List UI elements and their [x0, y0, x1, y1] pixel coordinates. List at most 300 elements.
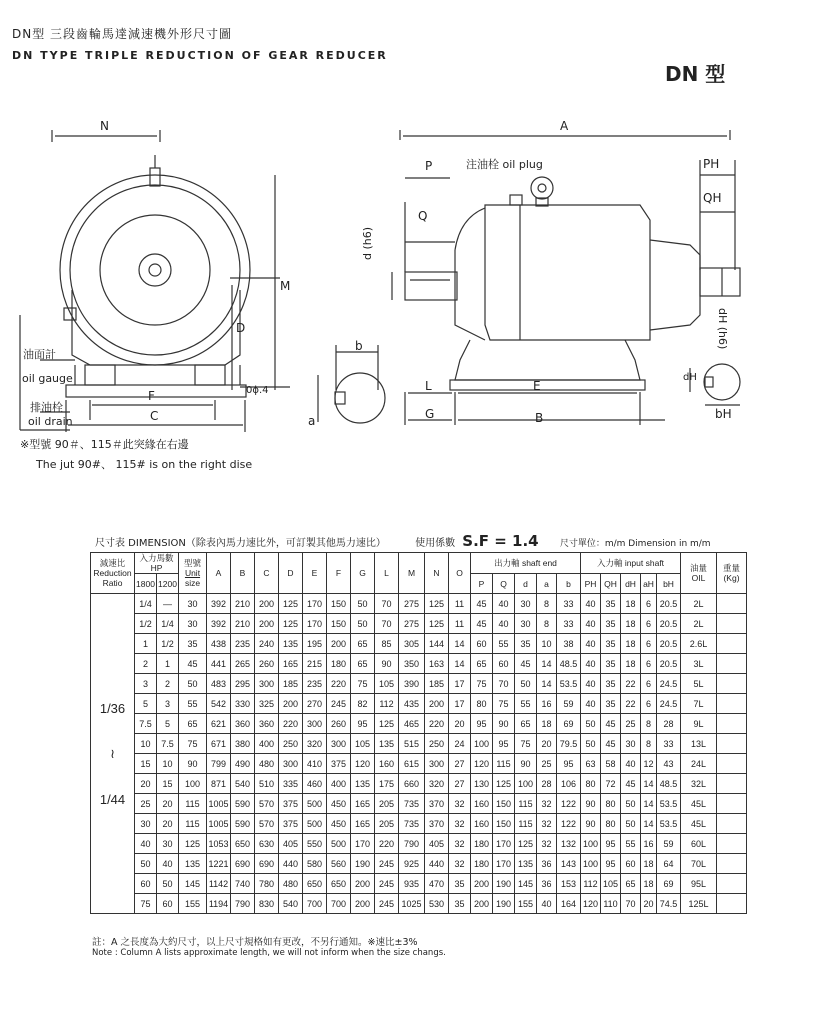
table-cell: 40: [581, 614, 601, 634]
table-cell: 155: [179, 894, 207, 914]
table-cell: 400: [327, 774, 351, 794]
ratio-cell: [91, 594, 135, 914]
header-col: D: [279, 553, 303, 594]
table-cell: 671: [207, 734, 231, 754]
dim-bH: bH: [715, 407, 732, 421]
table-cell: 144: [425, 634, 449, 654]
table-cell: 7.5: [157, 734, 179, 754]
table-cell: 112: [375, 694, 399, 714]
table-cell: 24.5: [657, 674, 681, 694]
table-cell: 24: [449, 734, 471, 754]
table-cell: 150: [493, 814, 515, 834]
table-cell: 180: [327, 654, 351, 674]
jut-note-zh: ※型號 90＃、115＃此突緣在右邊: [20, 438, 189, 451]
table-cell: 410: [303, 754, 327, 774]
table-cell: 20: [449, 714, 471, 734]
table-cell: 22: [621, 694, 641, 714]
table-cell: 200: [471, 894, 493, 914]
table-row: [91, 734, 747, 754]
table-cell: 590: [231, 814, 255, 834]
table-cell: 75: [351, 674, 375, 694]
table-cell: 200: [255, 594, 279, 614]
table-cell: 450: [327, 794, 351, 814]
table-cell: 14: [449, 634, 471, 654]
table-cell: 135: [179, 854, 207, 874]
header-rpm: 1800: [135, 574, 157, 594]
table-cell: 6: [641, 614, 657, 634]
table-cell: 35: [449, 874, 471, 894]
header-col: E: [303, 553, 327, 594]
header-col: C: [255, 553, 279, 594]
table-cell: 145: [179, 874, 207, 894]
table-cell: 135: [515, 854, 537, 874]
table-cell: 405: [425, 834, 449, 854]
table-cell: 30: [515, 614, 537, 634]
table-cell: 650: [303, 874, 327, 894]
table-cell: 125: [279, 594, 303, 614]
table-cell: 20: [641, 894, 657, 914]
table-cell: 50: [135, 854, 157, 874]
table-cell: 190: [493, 874, 515, 894]
table-cell: 245: [375, 854, 399, 874]
table-cell: 200: [471, 874, 493, 894]
table-cell: 570: [255, 814, 279, 834]
table-cell: 18: [641, 874, 657, 894]
table-row: [91, 794, 747, 814]
table-cell: 115: [515, 794, 537, 814]
table-cell: 12: [641, 754, 657, 774]
table-cell: 18: [621, 634, 641, 654]
table-cell: 10: [157, 754, 179, 774]
table-cell: 25: [621, 714, 641, 734]
table-cell: 36: [537, 874, 557, 894]
table-cell: 95: [601, 834, 621, 854]
table-cell: 17: [449, 674, 471, 694]
table-cell: 110: [601, 894, 621, 914]
table-cell: 542: [207, 694, 231, 714]
table-cell: 64: [657, 854, 681, 874]
table-cell: 790: [231, 894, 255, 914]
table-cell: 35: [601, 674, 621, 694]
table-cell: 7.5: [135, 714, 157, 734]
table-cell: 14: [537, 674, 557, 694]
table-cell: 740: [231, 874, 255, 894]
table-cell: 70: [375, 594, 399, 614]
table-cell: 75: [179, 734, 207, 754]
table-cell: 59: [557, 694, 581, 714]
table-cell: 335: [279, 774, 303, 794]
table-row: [91, 814, 747, 834]
table-cell: 1142: [207, 874, 231, 894]
table-cell: 60: [621, 854, 641, 874]
table-cell: 40: [157, 854, 179, 874]
header-col: QH: [601, 574, 621, 594]
table-cell: 185: [425, 674, 449, 694]
header-oil: 油量 OIL: [681, 553, 717, 594]
table-cell: 483: [207, 674, 231, 694]
table-cell: 55: [493, 634, 515, 654]
table-row: [91, 754, 747, 774]
table-cell: 650: [327, 874, 351, 894]
table-cell: 100: [581, 834, 601, 854]
table-cell: 245: [375, 874, 399, 894]
table-cell: 370: [425, 814, 449, 834]
table-cell: 160: [375, 754, 399, 774]
table-cell: 40: [621, 754, 641, 774]
table-cell: [717, 714, 747, 734]
table-cell: 65: [351, 654, 375, 674]
table-cell: 69: [657, 874, 681, 894]
table-cell: 22: [621, 674, 641, 694]
table-cell: 200: [327, 634, 351, 654]
table-cell: 245: [327, 694, 351, 714]
table-cell: [717, 634, 747, 654]
table-cell: 30: [515, 594, 537, 614]
dim-D: D: [236, 321, 246, 335]
table-cell: 165: [351, 814, 375, 834]
table-cell: 105: [351, 734, 375, 754]
table-cell: [717, 854, 747, 874]
header-col: Q: [493, 574, 515, 594]
table-cell: 265: [231, 654, 255, 674]
table-cell: 13L: [681, 734, 717, 754]
table-cell: 130: [471, 774, 493, 794]
table-cell: 24.5: [657, 694, 681, 714]
table-cell: 690: [231, 854, 255, 874]
table-cell: 3L: [681, 654, 717, 674]
table-cell: 80: [471, 694, 493, 714]
table-cell: 6: [641, 694, 657, 714]
table-cell: 50: [515, 674, 537, 694]
table-cell: 235: [303, 674, 327, 694]
table-cell: 1/2: [157, 634, 179, 654]
table-cell: 150: [493, 794, 515, 814]
table-cell: 8: [641, 734, 657, 754]
table-cell: 30: [179, 614, 207, 634]
header-weight: 重量 (Kg): [717, 553, 747, 594]
table-cell: 500: [303, 814, 327, 834]
dim-a: a: [308, 414, 316, 428]
table-cell: 50: [157, 874, 179, 894]
table-cell: 35: [515, 634, 537, 654]
table-cell: 10: [537, 634, 557, 654]
table-cell: 122: [557, 814, 581, 834]
table-cell: 590: [231, 794, 255, 814]
table-cell: 45L: [681, 794, 717, 814]
table-cell: 275: [399, 594, 425, 614]
table-cell: [717, 614, 747, 634]
table-cell: 63: [581, 754, 601, 774]
table-cell: 360: [231, 714, 255, 734]
table-cell: 164: [557, 894, 581, 914]
table-cell: 210: [231, 614, 255, 634]
dim-QH: QH: [703, 191, 722, 205]
table-cell: 1/2: [135, 614, 157, 634]
table-cell: 170: [303, 614, 327, 634]
table-cell: 160: [471, 794, 493, 814]
table-cell: 441: [207, 654, 231, 674]
table-cell: 70: [621, 894, 641, 914]
table-cell: 125: [279, 614, 303, 634]
table-cell: 32: [537, 814, 557, 834]
table-cell: 9L: [681, 714, 717, 734]
table-cell: 1005: [207, 794, 231, 814]
table-cell: 40: [493, 614, 515, 634]
table-cell: 780: [255, 874, 279, 894]
table-cell: 33: [557, 594, 581, 614]
header-col: B: [231, 553, 255, 594]
table-cell: 122: [557, 794, 581, 814]
table-cell: 69: [557, 714, 581, 734]
table-cell: 125: [425, 594, 449, 614]
table-cell: 38: [557, 634, 581, 654]
table-cell: 300: [255, 674, 279, 694]
table-cell: 650: [231, 834, 255, 854]
table-cell: 1: [157, 654, 179, 674]
table-cell: 11: [449, 614, 471, 634]
oil-plug-label: 注油栓 oil plug: [466, 158, 543, 171]
table-cell: 65: [351, 634, 375, 654]
table-cell: 510: [255, 774, 279, 794]
table-cell: 95: [601, 854, 621, 874]
table-cell: 871: [207, 774, 231, 794]
table-cell: 18: [621, 594, 641, 614]
table-cell: 5: [135, 694, 157, 714]
table-cell: 2: [157, 674, 179, 694]
table-cell: 160: [471, 814, 493, 834]
table-cell: 32L: [681, 774, 717, 794]
table-cell: 190: [351, 854, 375, 874]
table-cell: 660: [399, 774, 425, 794]
table-cell: 150: [327, 594, 351, 614]
table-cell: 450: [327, 814, 351, 834]
table-cell: 250: [279, 734, 303, 754]
table-cell: [717, 894, 747, 914]
table-cell: 72: [601, 774, 621, 794]
table-cell: 375: [279, 794, 303, 814]
table-cell: 125: [493, 774, 515, 794]
header-col: A: [207, 553, 231, 594]
dim-dH: dH: [683, 372, 697, 383]
table-cell: 53.5: [557, 674, 581, 694]
table-cell: 17: [449, 694, 471, 714]
table-cell: 30: [157, 834, 179, 854]
table-cell: [717, 754, 747, 774]
table-cell: 1: [135, 634, 157, 654]
table-cell: 65: [515, 714, 537, 734]
table-cell: 100: [179, 774, 207, 794]
table-cell: 90: [581, 794, 601, 814]
table-cell: 215: [303, 654, 327, 674]
table-cell: 60: [135, 874, 157, 894]
table-cell: 360: [255, 714, 279, 734]
table-cell: 55: [515, 694, 537, 714]
table-cell: 390: [399, 674, 425, 694]
table-cell: 400: [255, 734, 279, 754]
oil-drain-zh: 排油栓: [30, 401, 63, 414]
table-cell: 125: [515, 834, 537, 854]
table-cell: 1053: [207, 834, 231, 854]
header-col: F: [327, 553, 351, 594]
table-cell: 115: [179, 794, 207, 814]
table-cell: 35: [601, 694, 621, 714]
dim-N: N: [100, 119, 109, 133]
table-cell: 2L: [681, 594, 717, 614]
header-col: L: [375, 553, 399, 594]
table-row: [91, 654, 747, 674]
table-cell: 90: [493, 714, 515, 734]
table-cell: 74.5: [657, 894, 681, 914]
table-cell: 5: [157, 714, 179, 734]
table-cell: 27: [449, 774, 471, 794]
table-cell: 465: [399, 714, 425, 734]
table-cell: 10: [135, 734, 157, 754]
table-cell: 125L: [681, 894, 717, 914]
table-body: [91, 594, 747, 914]
dimension-header: [95, 532, 711, 550]
dim-Q: Q: [418, 209, 428, 223]
table-cell: 50: [581, 734, 601, 754]
table-cell: 135: [279, 634, 303, 654]
table-cell: 170: [493, 854, 515, 874]
header-shaft-end: 出力軸 shaft end: [471, 553, 581, 574]
table-cell: 80: [601, 814, 621, 834]
table-cell: 27: [449, 754, 471, 774]
table-cell: 50: [351, 594, 375, 614]
table-cell: 18: [621, 614, 641, 634]
table-cell: 115: [493, 754, 515, 774]
table-cell: 300: [327, 734, 351, 754]
table-cell: 700: [327, 894, 351, 914]
table-cell: 75: [471, 674, 493, 694]
table-cell: 40: [537, 894, 557, 914]
table-cell: 75: [515, 734, 537, 754]
table-cell: 15: [135, 754, 157, 774]
header-col: P: [471, 574, 493, 594]
table-cell: 470: [425, 874, 449, 894]
table-cell: 105: [601, 874, 621, 894]
table-cell: 438: [207, 634, 231, 654]
table-cell: 135: [375, 734, 399, 754]
table-cell: 20: [157, 794, 179, 814]
table-cell: 500: [303, 794, 327, 814]
table-cell: 35: [179, 634, 207, 654]
jut-note-en: The jut 90#、 115# is on the right dise: [36, 458, 253, 471]
table-cell: 70: [375, 614, 399, 634]
table-cell: 11: [449, 594, 471, 614]
dim-C: C: [150, 409, 159, 423]
table-cell: 53.5: [657, 794, 681, 814]
table-cell: 185: [279, 674, 303, 694]
table-cell: 45: [621, 774, 641, 794]
table-row: [91, 594, 747, 614]
title-chinese: DN型 三段齒輪馬達減速機外形尺寸圖: [12, 27, 233, 41]
table-cell: 205: [375, 814, 399, 834]
table-cell: 85: [375, 634, 399, 654]
table-cell: [717, 694, 747, 714]
table-cell: 58: [601, 754, 621, 774]
table-cell: 48.5: [557, 654, 581, 674]
table-cell: 560: [327, 854, 351, 874]
table-row: [91, 714, 747, 734]
table-cell: 305: [399, 634, 425, 654]
table-cell: 16: [537, 694, 557, 714]
table-cell: 480: [279, 874, 303, 894]
table-cell: 480: [255, 754, 279, 774]
table-cell: 43: [657, 754, 681, 774]
table-cell: 60L: [681, 834, 717, 854]
table-cell: 580: [303, 854, 327, 874]
table-cell: 28: [657, 714, 681, 734]
service-factor-value: S.F = 1.4: [462, 532, 539, 550]
table-cell: 120: [581, 894, 601, 914]
table-cell: 95: [493, 734, 515, 754]
table-cell: 163: [425, 654, 449, 674]
table-cell: 220: [279, 714, 303, 734]
table-cell: 392: [207, 614, 231, 634]
table-cell: 2: [135, 654, 157, 674]
table-cell: 1194: [207, 894, 231, 914]
table-cell: 370: [425, 794, 449, 814]
table-cell: 90: [515, 754, 537, 774]
table-cell: 32: [449, 854, 471, 874]
table-cell: 35: [601, 614, 621, 634]
ratio-label: 1/44: [99, 791, 126, 807]
table-cell: 53.5: [657, 814, 681, 834]
table-cell: 60: [493, 654, 515, 674]
table-row: [91, 834, 747, 854]
table-cell: 112: [581, 874, 601, 894]
table-cell: 180: [471, 834, 493, 854]
dim-d-h6: d (h6): [361, 226, 374, 260]
table-cell: 440: [279, 854, 303, 874]
table-cell: 200: [279, 694, 303, 714]
table-cell: 195: [303, 634, 327, 654]
dim-E: E: [533, 379, 541, 393]
table-cell: 32: [449, 814, 471, 834]
table-cell: 1/4: [135, 594, 157, 614]
table-cell: 170: [303, 594, 327, 614]
table-cell: 350: [399, 654, 425, 674]
table-cell: 18: [641, 854, 657, 874]
table-cell: [717, 594, 747, 614]
table-cell: 325: [255, 694, 279, 714]
table-cell: 260: [255, 654, 279, 674]
table-cell: 45: [515, 654, 537, 674]
ratio-label: ≀: [110, 745, 115, 761]
table-cell: 30: [179, 594, 207, 614]
table-cell: 275: [399, 614, 425, 634]
table-cell: 106: [557, 774, 581, 794]
table-cell: 380: [231, 734, 255, 754]
unit-label: 尺寸單位：m/m Dimension in m/m: [559, 539, 711, 549]
table-cell: 320: [425, 774, 449, 794]
table-cell: 15: [157, 774, 179, 794]
table-cell: 75: [135, 894, 157, 914]
table-cell: 165: [279, 654, 303, 674]
table-cell: [717, 674, 747, 694]
table-cell: 405: [279, 834, 303, 854]
dim-F: F: [148, 389, 155, 403]
table-cell: 36: [537, 854, 557, 874]
table-cell: 150: [327, 614, 351, 634]
table-cell: 60: [471, 634, 493, 654]
table-cell: 6: [641, 654, 657, 674]
header-col: d: [515, 574, 537, 594]
table-cell: 70L: [681, 854, 717, 874]
table-cell: 90: [179, 754, 207, 774]
table-cell: 135: [351, 774, 375, 794]
